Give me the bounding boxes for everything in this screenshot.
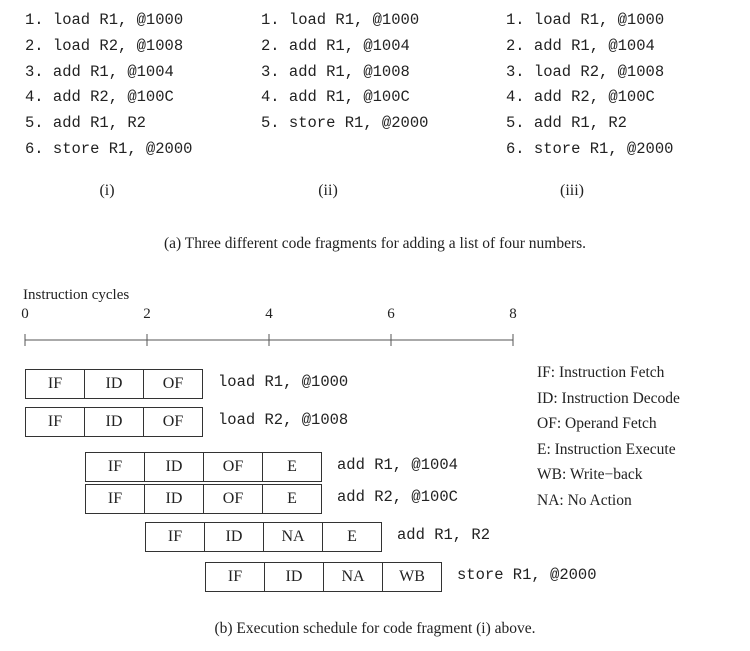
code-line: 5. store R1, @2000 xyxy=(261,114,429,133)
pipeline-stage: OF xyxy=(143,407,203,437)
pipeline-stage: IF xyxy=(25,407,85,437)
tick-label: 0 xyxy=(21,306,29,322)
row-instruction: add R1, @1004 xyxy=(337,456,458,474)
code-line: 3. add R1, @1008 xyxy=(261,62,410,81)
pipeline-stage: ID xyxy=(84,407,144,437)
pipeline-stage: IF xyxy=(85,484,145,514)
pipeline-stage: ID xyxy=(144,452,204,482)
code-line: 3. load R2, @1008 xyxy=(506,62,665,81)
code-line: 4. add R1, @100C xyxy=(261,88,410,107)
legend-item: E: Instruction Execute xyxy=(537,440,676,458)
legend-item: IF: Instruction Fetch xyxy=(537,364,665,381)
code-fragment-i xyxy=(25,8,192,163)
code-line: 6. store R1, @2000 xyxy=(506,139,674,158)
code-line: 4. add R2, @100C xyxy=(25,88,174,107)
pipeline-stage: IF xyxy=(85,452,145,482)
tick-label: 4 xyxy=(265,306,273,322)
pipeline-stage: ID xyxy=(204,522,264,552)
schedule-row xyxy=(85,452,322,482)
row-instruction: store R1, @2000 xyxy=(457,566,597,584)
code-line: 6. store R1, @2000 xyxy=(25,139,193,158)
code-line: 1. load R1, @1000 xyxy=(506,11,665,29)
code-fragment-iii xyxy=(506,8,673,163)
schedule-row xyxy=(25,369,203,399)
code-line: 2. add R1, @1004 xyxy=(261,36,410,55)
row-instruction: add R2, @100C xyxy=(337,488,458,506)
tick-label: 2 xyxy=(143,306,151,322)
row-instruction: add R1, R2 xyxy=(397,526,491,544)
pipeline-stage: E xyxy=(322,522,382,552)
row-instruction: load R1, @1000 xyxy=(218,373,349,391)
code-line: 5. add R1, R2 xyxy=(506,114,627,133)
caption-b: (b) Execution schedule for code fragment (i) above. xyxy=(214,620,536,637)
code-line: 4. add R2, @100C xyxy=(506,88,655,107)
tick-label: 6 xyxy=(387,306,395,322)
code-line: 3. add R1, @1004 xyxy=(25,62,174,81)
pipeline-stage: OF xyxy=(143,369,203,399)
fragment-label-ii: (ii) xyxy=(318,182,338,199)
caption-a: (a) Three different code fragments for adding a list of four numbers. xyxy=(163,235,587,252)
axis-title: Instruction cycles xyxy=(23,287,130,303)
pipeline-stage: NA xyxy=(323,562,383,592)
code-line: 2. load R2, @1008 xyxy=(25,36,184,55)
code-line: 5. add R1, R2 xyxy=(25,114,146,133)
schedule-row xyxy=(205,562,442,592)
schedule-row xyxy=(25,407,203,437)
pipeline-stage: IF xyxy=(145,522,205,552)
code-line: 2. add R1, @1004 xyxy=(506,36,655,55)
code-line: 1. load R1, @1000 xyxy=(261,11,420,29)
cycle-axis xyxy=(0,330,750,350)
fragment-label-iii: (iii) xyxy=(560,182,584,199)
pipeline-stage: E xyxy=(262,452,322,482)
tick-label: 8 xyxy=(509,306,517,322)
pipeline-stage: OF xyxy=(203,452,263,482)
code-fragment-ii xyxy=(261,8,428,137)
pipeline-stage: NA xyxy=(263,522,323,552)
stage-legend xyxy=(537,360,680,513)
pipeline-stage: IF xyxy=(25,369,85,399)
legend-item: WB: Write−back xyxy=(537,466,643,483)
pipeline-stage: E xyxy=(262,484,322,514)
pipeline-stage: ID xyxy=(264,562,324,592)
code-line: 1. load R1, @1000 xyxy=(25,11,184,29)
pipeline-stage: ID xyxy=(144,484,204,514)
pipeline-stage: IF xyxy=(205,562,265,592)
legend-item: NA: No Action xyxy=(537,491,632,509)
row-instruction: load R2, @1008 xyxy=(218,411,349,429)
pipeline-stage: ID xyxy=(84,369,144,399)
legend-item: OF: Operand Fetch xyxy=(537,415,657,432)
schedule-row xyxy=(85,484,322,514)
legend-item: ID: Instruction Decode xyxy=(537,389,680,407)
fragment-label-i: (i) xyxy=(99,182,115,199)
pipeline-stage: OF xyxy=(203,484,263,514)
pipeline-stage: WB xyxy=(382,562,442,592)
schedule-row xyxy=(145,522,382,552)
